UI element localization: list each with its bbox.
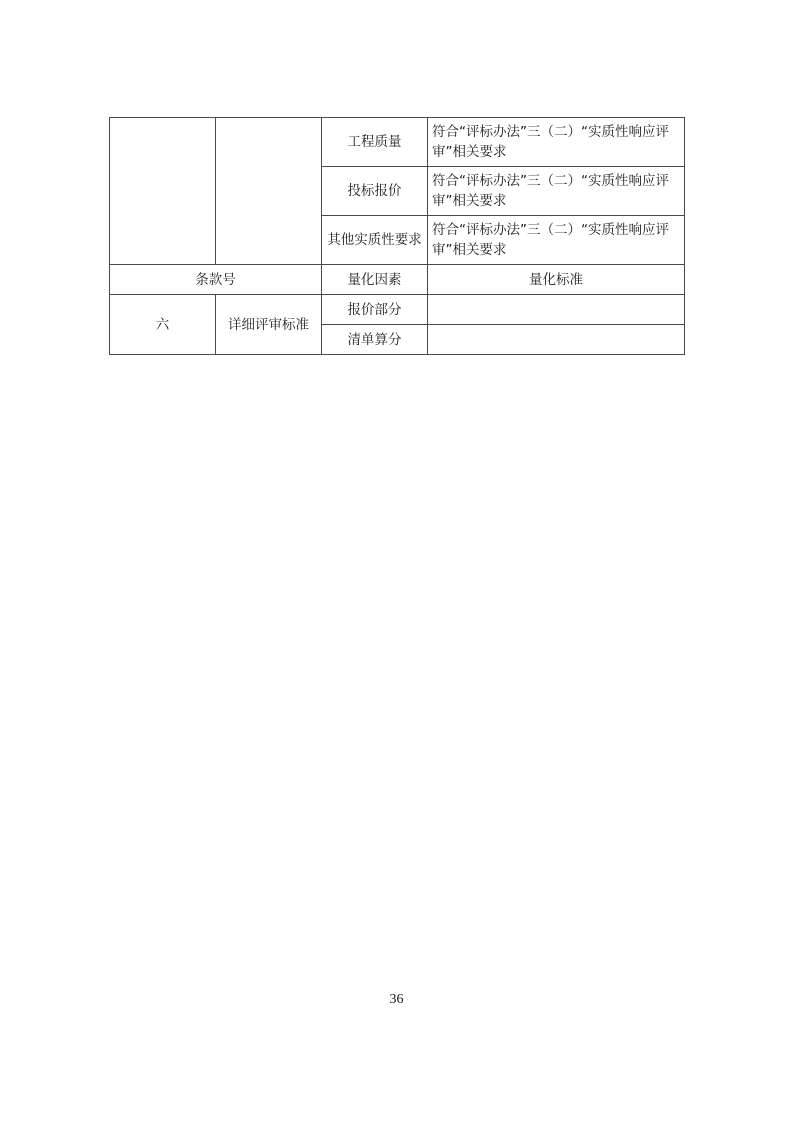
table-row <box>110 118 685 167</box>
standard-cell: 符合“评标办法”三（二）“实质性响应评审”相关要求 <box>428 216 685 265</box>
evaluation-criteria-table <box>109 117 685 355</box>
standard-cell: 符合“评标办法”三（二）“实质性响应评审”相关要求 <box>428 118 685 167</box>
factor-cell: 其他实质性要求 <box>322 216 428 265</box>
standard-cell <box>428 295 685 325</box>
table-row <box>110 295 685 325</box>
table-header-row <box>110 265 685 295</box>
clause-number-header: 条款号 <box>110 265 322 295</box>
standard-cell <box>428 325 685 355</box>
factor-header: 量化因素 <box>322 265 428 295</box>
standard-cell: 符合“评标办法”三（二）“实质性响应评审”相关要求 <box>428 167 685 216</box>
page-number: 36 <box>389 992 404 1007</box>
factor-cell: 报价部分 <box>322 295 428 325</box>
detail-number-cell: 六 <box>110 295 216 355</box>
empty-clause-cell <box>110 118 216 265</box>
standard-header: 量化标准 <box>428 265 685 295</box>
factor-cell: 投标报价 <box>322 167 428 216</box>
detail-name-cell: 详细评审标准 <box>216 295 322 355</box>
factor-cell: 清单算分 <box>322 325 428 355</box>
empty-item-cell <box>216 118 322 265</box>
factor-cell: 工程质量 <box>322 118 428 167</box>
